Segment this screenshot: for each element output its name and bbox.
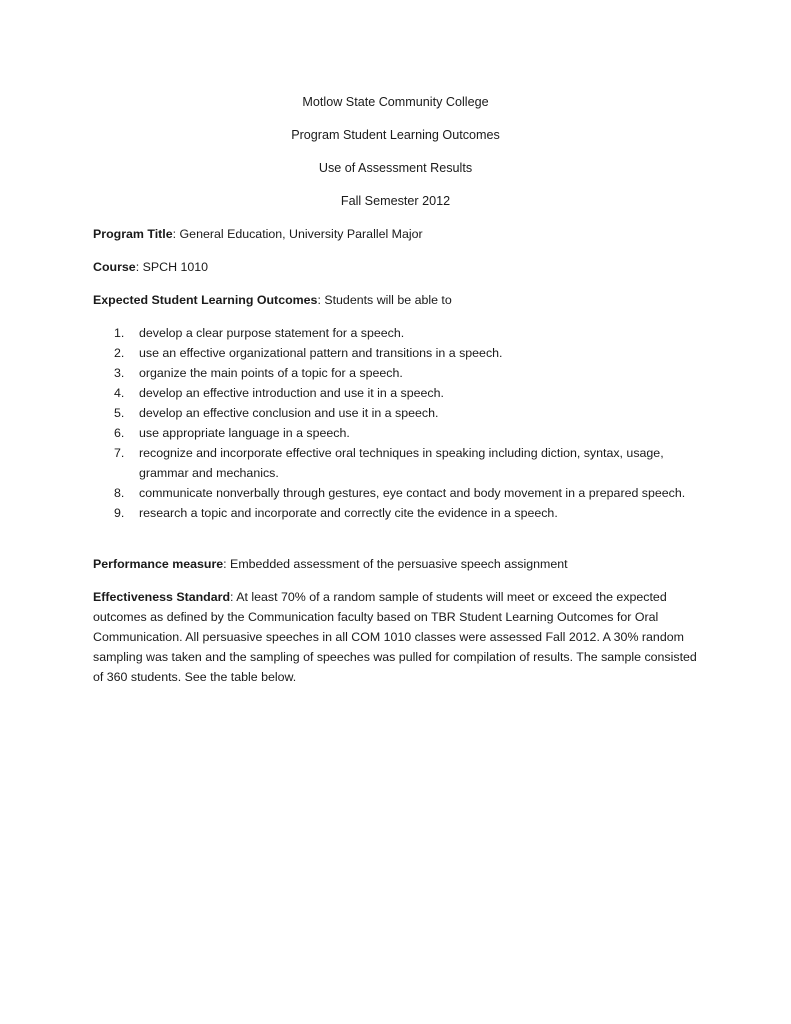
expected-outcomes-value: : Students will be able to bbox=[317, 293, 452, 307]
course-value: : SPCH 1010 bbox=[135, 260, 209, 274]
performance-measure-value: : Embedded assessment of the persuasive speech assignment bbox=[223, 557, 568, 571]
list-item-text: use appropriate language in a speech. bbox=[139, 426, 350, 440]
effectiveness-standard-paragraph bbox=[93, 587, 697, 687]
list-item bbox=[93, 483, 703, 503]
list-item-text: develop a clear purpose statement for a speech. bbox=[139, 326, 405, 340]
program-title-value: : General Education, University Parallel Major bbox=[172, 227, 423, 241]
list-item bbox=[93, 423, 703, 443]
list-item bbox=[93, 503, 703, 523]
expected-outcomes-line bbox=[93, 292, 713, 308]
list-item-number: 7. bbox=[114, 446, 125, 460]
list-item-text: use an effective organizational pattern and transitions in a speech. bbox=[139, 346, 503, 360]
list-item bbox=[93, 383, 703, 403]
list-item-number: 6. bbox=[114, 426, 125, 440]
list-item-number: 4. bbox=[114, 386, 125, 400]
performance-measure-label: Performance measure bbox=[93, 557, 224, 571]
report-title: Use of Assessment Results bbox=[318, 161, 473, 175]
list-item bbox=[93, 403, 703, 423]
performance-measure-line bbox=[93, 556, 713, 572]
course-label: Course bbox=[93, 260, 136, 274]
list-item-number: 5. bbox=[114, 406, 125, 420]
expected-outcomes-label: Expected Student Learning Outcomes bbox=[93, 293, 318, 307]
list-item-text: recognize and incorporate effective oral techniques in speaking including diction, syntax, usage, grammar and mechanics. bbox=[139, 446, 664, 480]
list-item bbox=[93, 363, 703, 383]
list-item bbox=[93, 443, 703, 483]
document-subtitle: Program Student Learning Outcomes bbox=[291, 128, 500, 142]
list-item bbox=[93, 343, 703, 363]
course-line bbox=[93, 259, 713, 275]
list-item bbox=[93, 323, 703, 343]
term-heading: Fall Semester 2012 bbox=[340, 194, 451, 208]
program-title-line bbox=[93, 226, 713, 242]
list-item-number: 1. bbox=[114, 326, 125, 340]
list-item-number: 2. bbox=[114, 346, 125, 360]
effectiveness-standard-text: : At least 70% of a random sample of students will meet or exceed the expected outcomes as defined by the Communication faculty based on TBR Student Learning Outcomes for Oral Communication. All persuasive speeches in all COM 1010 classes were assessed Fall 2012. A 30% random sampling was taken and the sampling of speeches was pulled for compilation of results. The sample consisted of 360 students. See the table below. bbox=[93, 590, 697, 684]
effectiveness-standard-label: Effectiveness Standard bbox=[93, 590, 231, 604]
program-title-label: Program Title bbox=[93, 227, 173, 241]
institution-heading: Motlow State Community College bbox=[302, 95, 489, 109]
list-item-number: 3. bbox=[114, 366, 125, 380]
list-item-number: 8. bbox=[114, 486, 125, 500]
list-item-text: develop an effective conclusion and use it in a speech. bbox=[139, 406, 439, 420]
outcomes-list bbox=[93, 323, 703, 523]
list-item-number: 9. bbox=[114, 506, 125, 520]
list-item-text: organize the main points of a topic for a speech. bbox=[139, 366, 403, 380]
list-item-text: research a topic and incorporate and correctly cite the evidence in a speech. bbox=[139, 506, 558, 520]
list-item-text: develop an effective introduction and use it in a speech. bbox=[139, 386, 444, 400]
list-item-text: communicate nonverbally through gestures, eye contact and body movement in a prepared speech. bbox=[139, 486, 686, 500]
